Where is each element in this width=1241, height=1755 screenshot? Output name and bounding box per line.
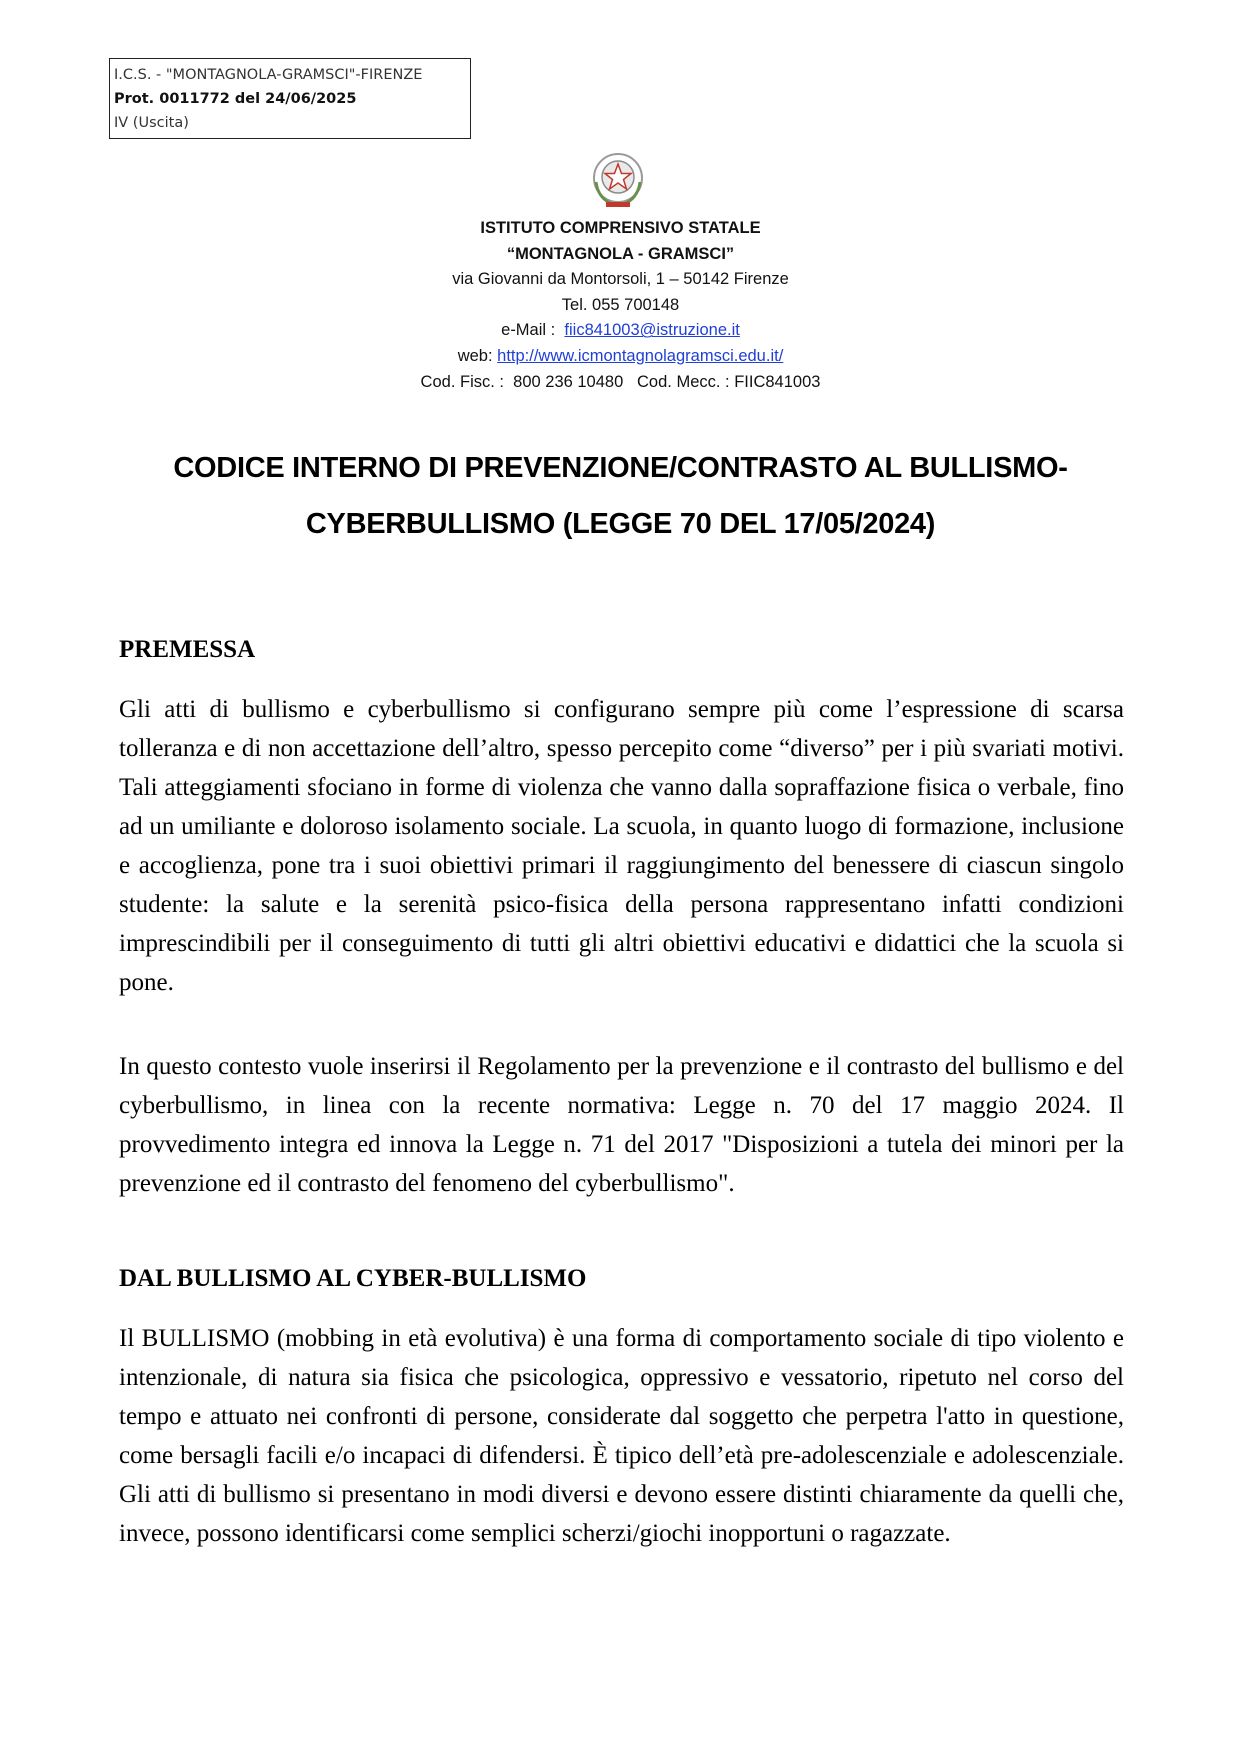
bullismo-paragraph: Il BULLISMO (mobbing in età evolutiva) è una forma di comportamento sociale di tipo violento e intenzionale, di natura sia fisica che psicologica, oppressivo e vessatorio, ripetuto nel corso del tempo e attuato nei confronti di persone, considerate dal soggetto che perpetra l'atto in questione, come bersagli facili e/o incapaci di difendersi. È tipico dell’età pre-adolescenziale e adolescenziale. Gli atti di bullismo si presentano in modi diversi e devono essere distinti chiaramente da quelli che, invece, possono identificarsi come semplici scherzi/giochi inopportuni o ragazzate. bbox=[119, 1325, 1124, 1547]
stamp-line-protocol: Prot. 0011772 del 24/06/2025 bbox=[114, 91, 357, 107]
school-email-row bbox=[0, 318, 1241, 344]
title-line-1: CODICE INTERNO DI PREVENZIONE/CONTRASTO AL BULLISMO- bbox=[173, 452, 1068, 484]
web-label: web: bbox=[457, 346, 498, 365]
school-codes: Cod. Fisc. : 800 236 10480 Cod. Mecc. : FIIC841003 bbox=[420, 372, 821, 391]
web-link[interactable]: http://www.icmontagnolagramsci.edu.it/ bbox=[497, 346, 784, 365]
dal-bullismo-heading: DAL BULLISMO AL CYBER-BULLISMO bbox=[119, 1265, 587, 1292]
premessa-heading: PREMESSA bbox=[119, 636, 256, 663]
email-label: e-Mail : bbox=[501, 321, 565, 340]
school-name-2: “MONTAGNOLA - GRAMSCI” bbox=[506, 244, 735, 263]
school-web-row bbox=[0, 344, 1241, 370]
school-name: ISTITUTO COMPRENSIVO STATALE bbox=[480, 219, 761, 237]
school-header bbox=[0, 216, 1241, 395]
stamp-line-category: IV (Uscita) bbox=[114, 115, 189, 131]
stamp-line-school: I.C.S. - "MONTAGNOLA-GRAMSCI"-FIRENZE bbox=[114, 67, 423, 83]
italian-republic-emblem-icon bbox=[590, 150, 646, 210]
premessa-paragraph-2: In questo contesto vuole inserirsi il Regolamento per la prevenzione e il contrasto del bullismo e del cyberbullismo, in linea con la recente normativa: Legge n. 70 del 17 maggio 2024. Il provvedimento integra ed innova la Legge n. 71 del 2017 "Disposizioni a tutela dei minori per la prevenzione ed il contrasto del fenomeno del cyberbullismo". bbox=[119, 1053, 1124, 1197]
email-link[interactable]: fiic841003@istruzione.it bbox=[564, 321, 740, 340]
school-address: via Giovanni da Montorsoli, 1 – 50142 Firenze bbox=[452, 270, 789, 289]
premessa-paragraph-1: Gli atti di bullismo e cyberbullismo si configurano sempre più come l’espressione di scarsa tolleranza e di non accettazione dell’altro, spesso percepito come “diverso” per i più svariati motivi. Tali atteggiamenti sfociano in forme di violenza che vanno dalla sopraffazione fisica o verbale, fino ad un umiliante e doloroso isolamento sociale. La scuola, in quanto luogo di formazione, inclusione e accoglienza, pone tra i suoi obiettivi primari il raggiungimento del benessere di ciascun singolo studente: la salute e la serenità psico-fisica della persona rappresentano infatti condizioni imprescindibili per il conseguimento di tutti gli altri obiettivi educativi e didattici che la scuola si pone. bbox=[119, 696, 1124, 996]
protocol-stamp bbox=[109, 58, 471, 139]
school-phone: Tel. 055 700148 bbox=[561, 295, 680, 314]
title-line-2: CYBERBULLISMO (LEGGE 70 DEL 17/05/2024) bbox=[305, 508, 936, 540]
document-title bbox=[0, 440, 1241, 552]
